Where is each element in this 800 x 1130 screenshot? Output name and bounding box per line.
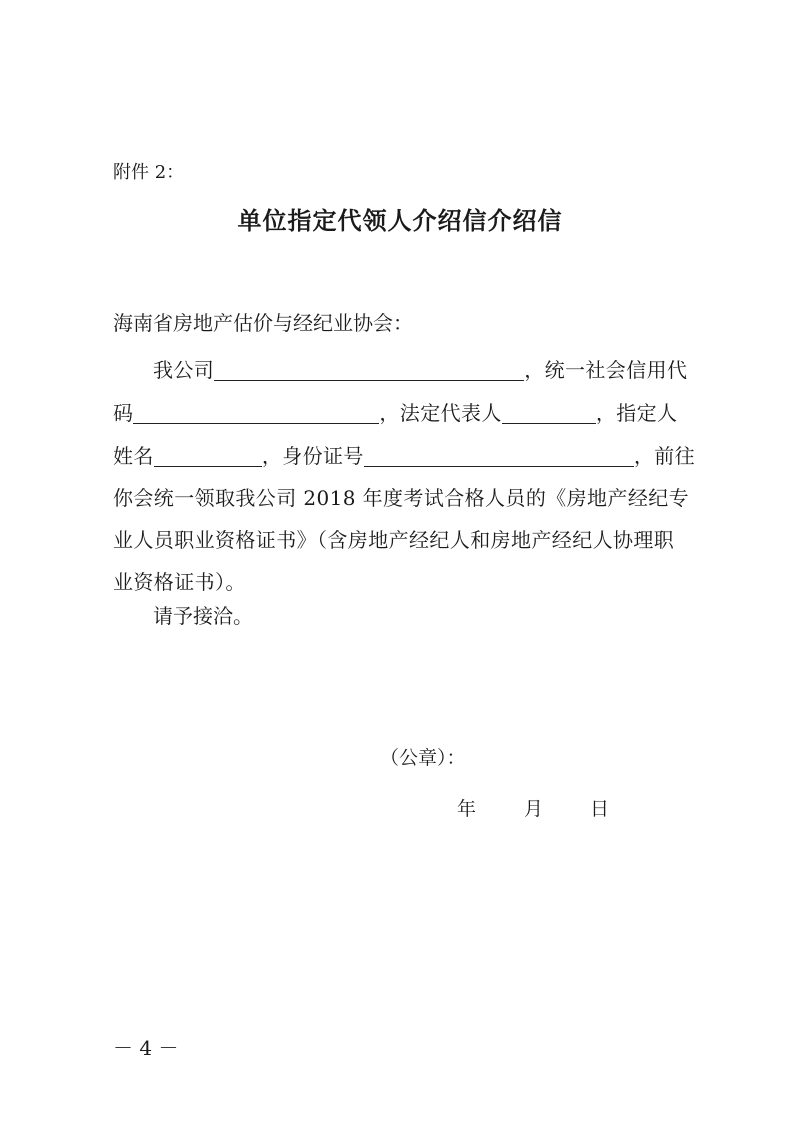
credit-code-label: ，统一社会信用代 [524,358,688,382]
date-day: 日 [590,798,610,820]
designee-name-blank[interactable] [154,444,262,467]
credit-code-blank[interactable] [133,401,379,424]
company-seal-label: （公章）： [380,747,466,769]
company-name-blank[interactable] [214,358,524,381]
name-label: 姓名 [113,444,154,468]
salutation: 海南省房地产估价与经纪业协会： [113,311,413,335]
body-line-4: 你会统一领取我公司 2018 年度考试合格人员的《房地产经纪专 [113,486,690,510]
company-label: 我公司 [153,358,215,382]
body-line-6: 业资格证书）。 [113,570,246,594]
closing-remark: 请予接洽。 [153,604,253,628]
date-month: 月 [524,798,544,820]
date-year: 年 [457,798,477,820]
body-line-3 [113,440,695,469]
body-line-2 [113,397,677,426]
body-line-5: 业人员职业资格证书》（含房地产经纪人和房地产经纪人协理职 [113,528,675,552]
id-number-label: ，身份证号 [261,444,364,468]
body-line-1 [153,354,687,383]
id-number-blank[interactable] [364,444,634,467]
page-number: － 4 － [113,1036,179,1060]
proceed-label: ，前往 [633,444,696,468]
attachment-label: 附件 2： [113,162,185,183]
legal-rep-blank[interactable] [502,401,596,424]
letter-title: 单位指定代领人介绍信介绍信 [237,206,563,235]
legal-rep-label: ，法定代表人 [379,401,502,425]
code-label: 码 [113,401,134,425]
designee-label: ，指定人 [595,401,678,425]
